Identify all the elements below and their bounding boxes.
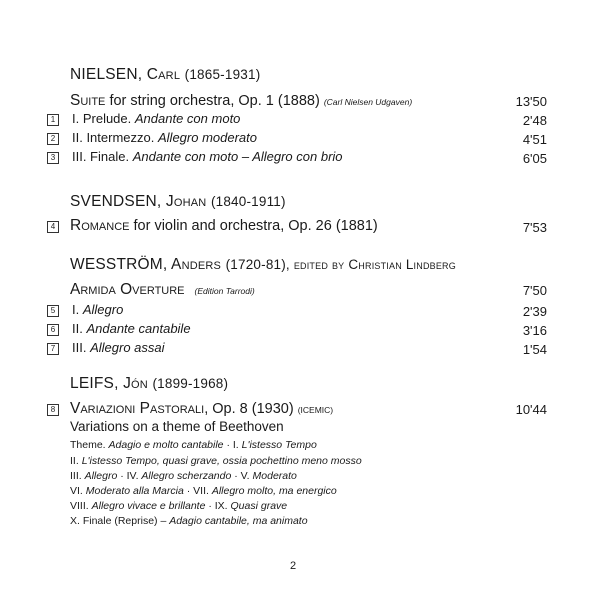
work-title-wesstrom <box>70 281 255 299</box>
work-title: Armida Overture <box>70 281 185 298</box>
page-number: 2 <box>290 560 297 572</box>
movement-num: I. Prelude. <box>72 111 132 126</box>
composer-years: (1899-1968) <box>152 376 229 391</box>
movement-7 <box>72 340 165 355</box>
composer-name: SVENDSEN, Johan <box>70 193 207 210</box>
composer-name: LEIFS, Jón <box>70 375 148 392</box>
work-duration: 10'44 <box>515 402 547 417</box>
composer-name: NIELSEN, Carl <box>70 66 181 83</box>
variation-tempo: L'istesso Tempo <box>241 439 317 451</box>
track-number-4: 4 <box>47 221 59 233</box>
composer-years: (1865-1931) <box>184 67 261 82</box>
movement-num: III. Finale. <box>72 149 130 164</box>
track-number-5: 5 <box>47 305 59 317</box>
variation-num: VI. <box>70 485 83 497</box>
work-title: Variazioni Pastorali <box>70 400 205 417</box>
movement-duration: 2'39 <box>522 304 547 319</box>
movement-tempo: Allegro <box>82 302 124 317</box>
variation-num: · IV. <box>117 470 139 482</box>
movement-3 <box>72 149 343 164</box>
track-number-7: 7 <box>47 343 59 355</box>
variation-tempo: Adagio e molto cantabile <box>108 439 224 451</box>
composer-years: (1840-1911) <box>210 194 286 209</box>
work-duration: 13'50 <box>515 94 547 109</box>
publisher: (Carl Nielsen Udgaven) <box>323 97 413 107</box>
variation-num: · IX. <box>205 500 228 512</box>
movement-tempo: Andante con moto <box>134 111 241 126</box>
work-title-rest: for violin and orchestra, Op. 26 (1881) <box>133 218 378 234</box>
variation-tempo: Allegro <box>84 470 118 482</box>
work-title-svendsen <box>70 217 378 235</box>
variation-tempo: Moderato alla Marcia <box>85 485 184 497</box>
work-duration: 7'53 <box>522 220 547 235</box>
movement-1 <box>72 111 240 126</box>
composer-name: WESSTRÖM, Anders <box>70 256 222 273</box>
variation-tempo: Adagio cantabile, ma animato <box>169 515 308 527</box>
composer-svendsen <box>70 193 286 211</box>
composer-nielsen <box>70 66 260 84</box>
track-number-2: 2 <box>47 133 59 145</box>
track-number-6: 6 <box>47 324 59 336</box>
work-title-nielsen <box>70 92 412 110</box>
composer-wesstrom <box>70 256 456 274</box>
movement-num: II. <box>72 321 83 336</box>
variation-tempo: Moderato <box>252 470 297 482</box>
variation-tempo: Quasi grave <box>230 500 288 512</box>
publisher: (ICEMIC) <box>297 405 334 415</box>
track-number-8: 8 <box>47 404 59 416</box>
work-duration: 7'50 <box>522 283 547 298</box>
variation-num: II. <box>70 455 79 467</box>
variation-line-3 <box>70 470 297 482</box>
movement-duration: 1'54 <box>522 342 547 357</box>
track-number-3: 3 <box>47 152 59 164</box>
variation-tempo: Allegro molto, ma energico <box>211 485 337 497</box>
movement-duration: 2'48 <box>522 113 547 128</box>
publisher: (Edition Tarrodi) <box>194 286 255 296</box>
movement-num: II. Intermezzo. <box>72 130 155 145</box>
movement-tempo: Allegro moderato <box>158 130 257 145</box>
composer-leifs <box>70 375 228 393</box>
variation-num: Theme. <box>70 439 106 451</box>
work-title-rest: for string orchestra, Op. 1 (1888) <box>109 93 320 109</box>
movement-duration: 6'05 <box>522 151 547 166</box>
movement-duration: 3'16 <box>522 323 547 338</box>
variation-line-2 <box>70 455 362 467</box>
movement-num: III. <box>72 340 87 355</box>
movement-tempo: Andante cantabile <box>86 321 191 336</box>
variation-line-6 <box>70 515 308 527</box>
movement-tempo: Allegro assai <box>90 340 165 355</box>
composer-years: (1720-81), edited by Christian Lindberg <box>225 257 456 272</box>
variation-num: · I. <box>223 439 239 451</box>
movement-tempo: Andante con moto – Allegro con brio <box>132 149 343 164</box>
variation-num: · VII. <box>183 485 209 497</box>
movement-5 <box>72 302 123 317</box>
work-title: Romance <box>70 217 130 234</box>
variation-num: · V. <box>231 470 250 482</box>
movement-2 <box>72 130 257 145</box>
variation-tempo: Allegro scherzando <box>141 470 232 482</box>
work-title-leifs <box>70 400 333 418</box>
variation-num: VIII. <box>70 500 89 512</box>
work-title: Suite <box>70 92 106 109</box>
movement-6 <box>72 321 191 336</box>
variation-line-5 <box>70 500 287 512</box>
track-number-1: 1 <box>47 114 59 126</box>
variation-tempo: Allegro vivace e brillante <box>91 500 206 512</box>
variation-line-4 <box>70 485 337 497</box>
work-title-rest: , Op. 8 (1930) <box>204 401 294 417</box>
work-subtitle: Variations on a theme of Beethoven <box>70 419 284 434</box>
variation-num: X. Finale (Reprise) – <box>70 515 167 527</box>
variation-num: III. <box>70 470 82 482</box>
variation-line-1 <box>70 439 317 451</box>
movement-duration: 4'51 <box>522 132 547 147</box>
variation-tempo: L'istesso Tempo, quasi grave, ossia pochettino meno mosso <box>81 455 362 467</box>
movement-num: I. <box>72 302 80 317</box>
